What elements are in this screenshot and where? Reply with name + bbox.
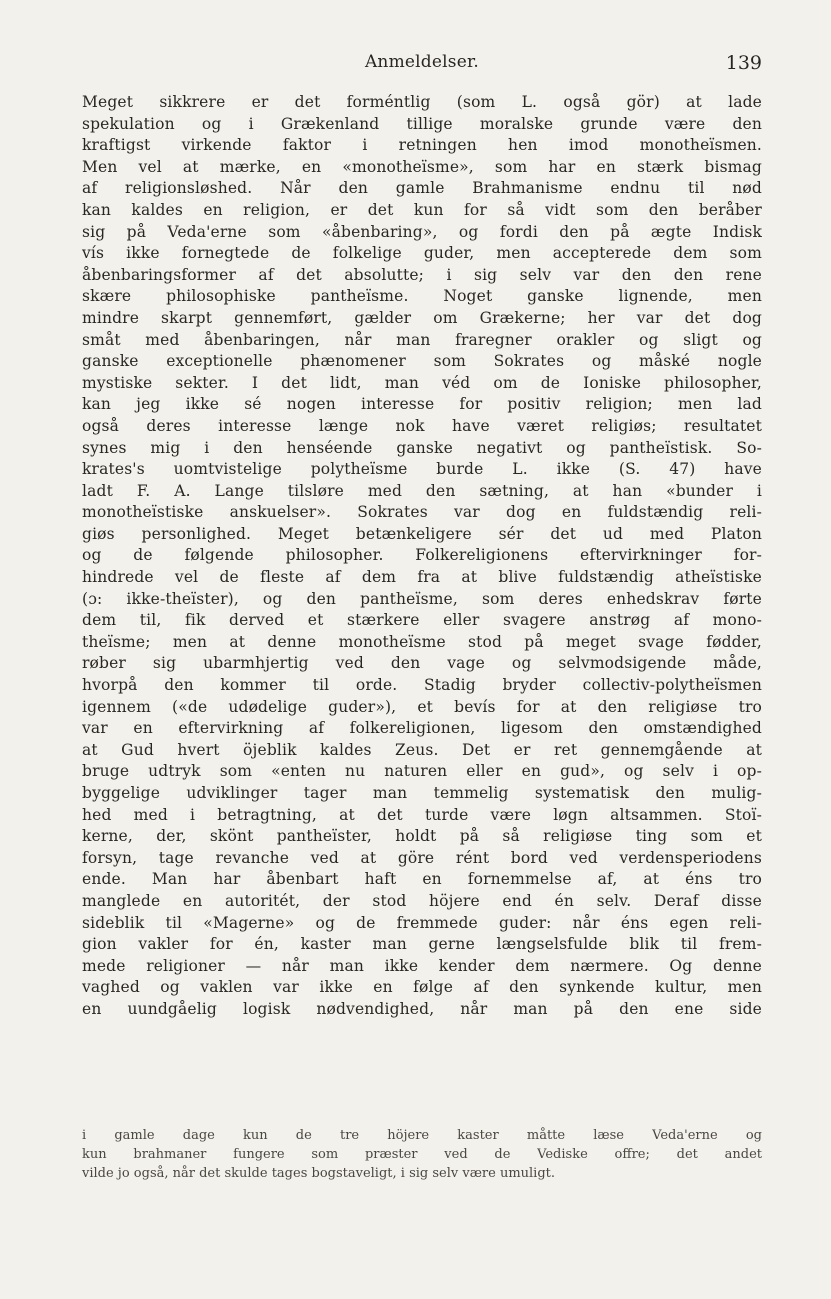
text-line: og de følgende philosopher. Folkereligionens eftervirkninger for-: [82, 546, 762, 565]
text-line: manglede en autoritét, der stod höjere end én selv. Deraf disse: [82, 891, 762, 910]
text-line: kerne, der, skönt pantheïster, holdt på så religiøse ting som et: [82, 827, 762, 846]
text-line: vaghed og vaklen var ikke en følge af den synkende kultur, men: [82, 978, 762, 997]
text-line: ladt F. A. Lange tilsløre med den sætning, at han «bunder i: [82, 481, 762, 500]
text-line: igennem («de udødelige guder»), et bevís for at den religiøse tro: [82, 697, 762, 716]
text-line: en uundgåelig logisk nødvendighed, når man på den ene side: [82, 999, 762, 1018]
text-line: hindrede vel de fleste af dem fra at blive fuldstændig atheïstiske: [82, 568, 762, 587]
text-line: Meget sikkrere er det forméntlig (som L. også gör) at lade: [82, 93, 762, 111]
text-line: kan kaldes en religion, er det kun for så vidt som den beråber: [82, 200, 762, 219]
text-line: forsyn, tage revanche ved at göre rént bord ved verdensperiodens: [82, 848, 762, 867]
text-line: småt med åbenbaringen, når man fraregner orakler og sligt og: [82, 330, 762, 349]
text-line: sideblik til «Magerne» og de fremmede guder: når éns egen reli-: [82, 913, 762, 932]
text-line: også deres interesse længe nok have været religiøs; resultatet: [82, 416, 762, 435]
text-line: skære philosophiske pantheïsme. Noget ganske lignende, men: [82, 287, 762, 306]
text-line: sig på Veda'erne som «åbenbaring», og fordi den på ægte Indisk: [82, 222, 762, 241]
text-line: mede religioner — når man ikke kender dem nærmere. Og denne: [82, 956, 762, 975]
page-number: 139: [725, 52, 762, 74]
text-line: røber sig ubarmhjertig ved den vage og selvmodsigende måde,: [82, 654, 762, 673]
text-line: theïsme; men at denne monotheïsme stod på meget svage fødder,: [82, 632, 762, 651]
footnote-line: kun brahmaner fungere som præster ved de Vediske offre; det andet: [82, 1147, 762, 1162]
text-line: ganske exceptionelle phænomener som Sokrates og måské nogle: [82, 352, 762, 371]
footnote: [82, 1126, 762, 1183]
text-line: kan jeg ikke sé nogen interesse for positiv religion; men lad: [82, 395, 762, 414]
text-line: (ɔ: ikke-theïster), og den pantheïsme, som deres enhedskrav førte: [82, 589, 762, 608]
text-line: dem til, fik derved et stærkere eller svagere anstrøg af mono-: [82, 611, 762, 630]
footnote-line: vilde jo også, når det skulde tages bogstaveligt, i sig selv være umuligt.: [82, 1166, 556, 1181]
text-line: var en eftervirkning af folkereligionen, ligesom den omstændighed: [82, 719, 762, 738]
text-line: byggelige udviklinger tager man temmelig systematisk den mulig-: [82, 784, 762, 802]
text-line: mindre skarpt gennemført, gælder om Grækerne; her var det dog: [82, 308, 762, 327]
text-line: gion vakler for én, kaster man gerne længselsfulde blik til frem-: [82, 935, 762, 954]
body-text: [82, 92, 762, 1021]
text-line: åbenbaringsformer af det absolutte; i sig selv var den den rene: [82, 265, 762, 284]
text-line: at Gud hvert öjeblik kaldes Zeus. Det er ret gennemgående at: [82, 740, 762, 759]
text-line: af religionsløshed. Når den gamle Brahmanisme endnu til nød: [82, 179, 762, 198]
text-line: kraftigst virkende faktor i retningen hen imod monotheïsmen.: [82, 136, 762, 155]
running-title: Anmeldelser.: [364, 52, 480, 72]
text-line: spekulation og i Grækenland tillige moralske grunde være den: [82, 114, 762, 133]
text-line: bruge udtryk som «enten nu naturen eller en gud», og selv i op-: [82, 762, 762, 781]
text-line: hvorpå den kommer til orde. Stadig bryder collectiv-polytheïsmen: [82, 676, 762, 695]
page-header: [82, 52, 762, 82]
text-line: Men vel at mærke, en «monotheïsme», som har en stærk bismag: [82, 157, 762, 176]
text-line: hed med i betragtning, at det turde være løgn altsammen. Stoï-: [82, 805, 762, 824]
text-line: giøs personlighed. Meget betænkeligere sér det ud med Platon: [82, 524, 762, 543]
footnote-line: i gamle dage kun de tre höjere kaster måtte læse Veda'erne og: [82, 1128, 762, 1143]
text-line: mystiske sekter. I det lidt, man véd om de Ioniske philosopher,: [82, 373, 762, 392]
text-line: ende. Man har åbenbart haft en fornemmelse af, at éns tro: [82, 870, 762, 889]
text-line: krates's uomtvistelige polytheïsme burde L. ikke (S. 47) have: [82, 460, 762, 479]
text-line: monotheïstiske anskuelser». Sokrates var dog en fuldstændig reli-: [82, 503, 762, 522]
text-line: vís ikke fornegtede de folkelige guder, men accepterede dem som: [82, 244, 762, 263]
text-line: synes mig i den henséende ganske negativt og pantheïstisk. So-: [82, 438, 762, 457]
